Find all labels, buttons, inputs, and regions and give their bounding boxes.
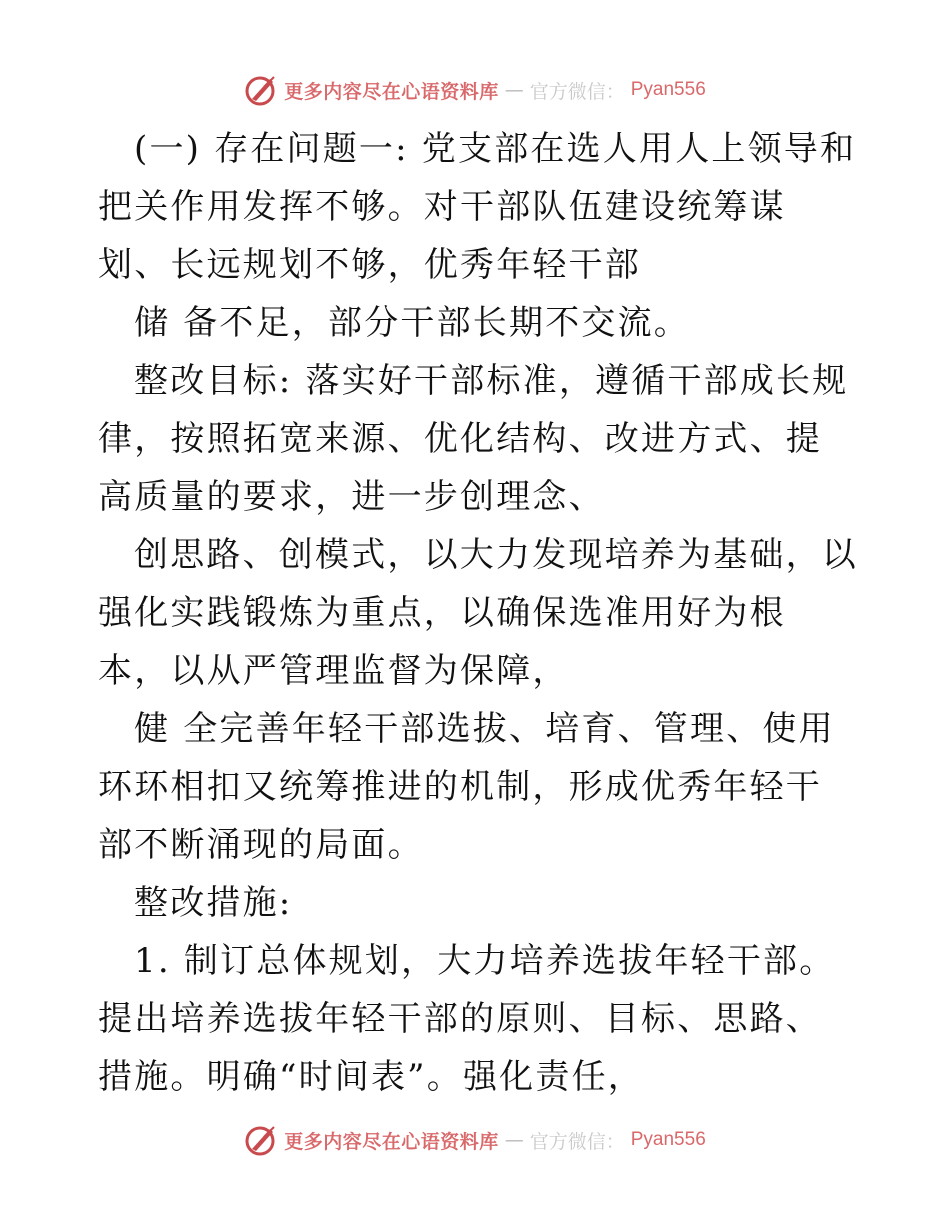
quill-logo-icon (244, 73, 278, 107)
brand-text: 更多内容尽在心语资料库 (284, 1130, 499, 1153)
paragraph-mechanism: 健 全完善年轻干部选拔、培育、管理、使用环环相扣又统筹推进的机制，形成优秀年轻干部不断涌现的局面。 (98, 709, 835, 865)
paragraph-measures-heading: 整改措施: (134, 883, 293, 923)
brand-text: 更多内容尽在心语资料库 (284, 80, 499, 103)
paragraph-approach: 创思路、创模式，以大力发现培养为基础，以强化实践锻炼为重点，以确保选准用好为根本，以从严管理监督为保障， (98, 535, 858, 691)
paragraph-measure-1: 1. 制订总体规划，大力培养选拔年轻干部。提出培养选拔年轻干部的原则、目标、思路、措施。明确“时间表”。强化责任， (98, 941, 836, 1097)
wechat-label: 官方微信： (529, 80, 625, 103)
separator: — (504, 1129, 524, 1151)
separator: — (504, 79, 524, 101)
header-watermark (0, 70, 950, 110)
document-body (98, 120, 858, 1106)
wechat-label: 官方微信： (529, 1130, 625, 1153)
paragraph-goal: 整改目标: 落实好干部标准，遵循干部成长规律，按照拓宽来源、优化结构、改进方式、提高质量的要求，进一步创理念、 (98, 361, 849, 517)
paragraph-problem: (一) 存在问题一: 党支部在选人用人上领导和把关作用发挥不够。对干部队伍建设统筹谋划、长远规划不够，优秀年轻干部 (98, 129, 857, 285)
footer-watermark (0, 1120, 950, 1160)
wechat-id: Pyan556 (630, 79, 706, 100)
quill-logo-icon (244, 1123, 278, 1157)
paragraph-reserve: 储 备不足，部分干部长期不交流。 (134, 303, 691, 343)
wechat-id: Pyan556 (630, 1129, 706, 1150)
